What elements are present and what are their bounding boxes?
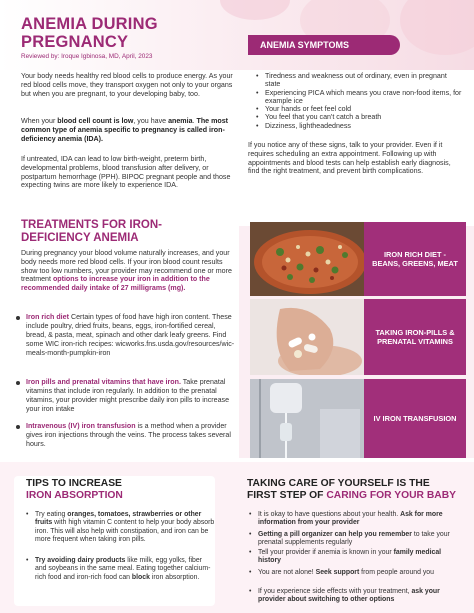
heading-line: IRON ABSORPTION	[26, 490, 123, 501]
text: iron absorption.	[149, 573, 200, 581]
bold-text: ask your provider about switching to other options	[258, 588, 440, 604]
list-item: • Tiredness and weakness out of ordinary, even in pregnant state	[256, 72, 464, 89]
symptoms-note: If you notice any of these signs, talk to your provider. Even if it requires scheduling an extra appointment. Following up with appointments and blood tests can help establish early diagnosis, find the right treatment, and prevent birth complications.	[248, 141, 451, 176]
tips-heading	[26, 478, 216, 502]
text: Take prenatal vitamins that include iron regularly. In addition to the prenatal vitamins, your provider might prescribe daily iron pills to increase your iron intake	[26, 378, 230, 413]
text: It is okay to have questions about your health.	[258, 511, 401, 518]
list-item: • Experiencing PICA which means you crave non-food items, for example ice	[256, 89, 464, 106]
heading-line: TAKING CARE OF YOURSELF IS THE	[247, 478, 430, 489]
bold-text: blood cell count is low	[57, 117, 134, 125]
bold-text: Try avoiding dairy products	[35, 557, 126, 564]
text: During pregnancy your blood volume naturally increases, and your body needs more red blood cells. If your iron blood count results show too low numbers, your provider may recommend one or more treatment	[21, 249, 232, 284]
label-iv-transfusion: IV IRON TRANSFUSION	[364, 379, 466, 458]
text: Try eating	[35, 511, 68, 518]
bold-text: anemia	[168, 117, 193, 125]
treatment-iv-iron	[26, 422, 236, 449]
tip-avoid-dairy	[35, 557, 215, 582]
heading-line: FIRST STEP OF	[247, 490, 327, 501]
bold-text: family medical history	[258, 549, 442, 565]
care-pill-organizer	[258, 531, 463, 548]
tip-vitamin-c	[35, 511, 215, 545]
treatment-iron-pills	[26, 378, 236, 414]
intro-paragraph: Your body needs healthy red blood cells to produce energy. As your red blood cells move, they transport oxygen not only to your organs but when you are pregnant, to your developing baby, too.	[21, 72, 233, 98]
anemia-definition	[21, 117, 241, 143]
list-item: • Your hands or feet feel cold	[256, 105, 464, 113]
label-iron-pills: TAKING IRON-PILLS & PRENATAL VITAMINS	[364, 299, 466, 375]
highlight-text: Iron rich diet	[26, 313, 69, 321]
care-heading	[247, 478, 472, 502]
food-photo	[250, 222, 364, 296]
bold-text: oranges, tomatoes, strawberries or other fruits	[35, 511, 202, 527]
text: with high vitamin C content to help your body absorb iron. This will also help with constipation, and iron can be more frequent when taking iron pills.	[35, 519, 215, 544]
list-item: • You feel that you can't catch a breath	[256, 113, 464, 121]
text: When your	[21, 117, 58, 125]
bold-text: block	[131, 573, 150, 581]
highlight-text: Iron pills and prenatal vitamins that have iron.	[26, 378, 181, 386]
bold-text: Getting a pill organizer can help you remember	[258, 531, 412, 538]
text: If you experience side effects with your treatment,	[258, 588, 412, 595]
text: You are not alone!	[258, 569, 316, 576]
bold-text: Seek support	[315, 569, 360, 576]
pills-photo	[250, 299, 364, 375]
symptoms-heading: ANEMIA SYMPTOMS	[248, 35, 400, 55]
label-iron-rich-diet: IRON RICH DIET - BEANS, GREENS, MEAT	[364, 222, 466, 296]
text: Tell your provider if anemia is known in your	[258, 549, 394, 556]
highlight-text: Intravenous (IV) iron transfusion	[26, 422, 136, 430]
care-ask-questions	[258, 511, 463, 528]
text: is a method when a provider gives iron injections through the veins. The process takes several hours.	[26, 422, 231, 448]
text: .	[192, 117, 197, 125]
iv-photo	[250, 379, 364, 458]
text: to take your prenatal supplements regularly	[258, 531, 450, 547]
list-item: • Dizziness, lightheadedness	[256, 122, 464, 130]
bold-text: The most common type of anemia specific to pregnancy is called iron-deficiency anemia (IDA).	[21, 117, 229, 143]
treatments-heading: TREATMENTS FOR IRON-DEFICIENCY ANEMIA	[21, 219, 162, 244]
text: from people around you	[359, 569, 434, 576]
treatment-iron-rich-diet	[26, 313, 236, 358]
ida-risks: If untreated, IDA can lead to low birth-weight, preterm birth, developmental problems, blood transfusion after delivery, or postpartum hemorrhage (PPH). BIPOC pregnant people and those expecting twins are more likely to experience IDA.	[21, 155, 231, 190]
page-title: ANEMIA DURING PREGNANCY	[21, 15, 158, 51]
text: Certain types of food have high iron content. These include poultry, dried fruits, beans, eggs, iron-fortified cereal, bread, & pasta, meat, spinach and other dark leafy greens. Find some WIC iron-rich recipes: wicworks.fns.usda.gov/resources/wic-meals-month-pumpkin-iron	[26, 313, 235, 357]
care-side-effects	[258, 588, 463, 605]
bold-text: Ask for more information from your provider	[258, 511, 443, 527]
text: , you have	[133, 117, 169, 125]
care-seek-support	[258, 569, 463, 577]
reviewed-by: Reviewed by: Iroque Igbinosa, MD, April, 2023	[21, 53, 153, 60]
heading-line: TIPS TO INCREASE	[26, 478, 122, 489]
care-family-history	[258, 549, 463, 566]
treatments-intro	[21, 249, 235, 293]
highlight-text: options to increase your iron in addition to the recommended daily intake of 27 milligrams (mg).	[21, 275, 210, 293]
text: like milk, egg yolks, fiber and soybeans in the same meal. Eating together calcium-rich food and iron-rich food can	[35, 557, 211, 581]
heading-highlight: CARING FOR YOUR BABY	[326, 490, 457, 501]
symptoms-list	[256, 72, 464, 130]
